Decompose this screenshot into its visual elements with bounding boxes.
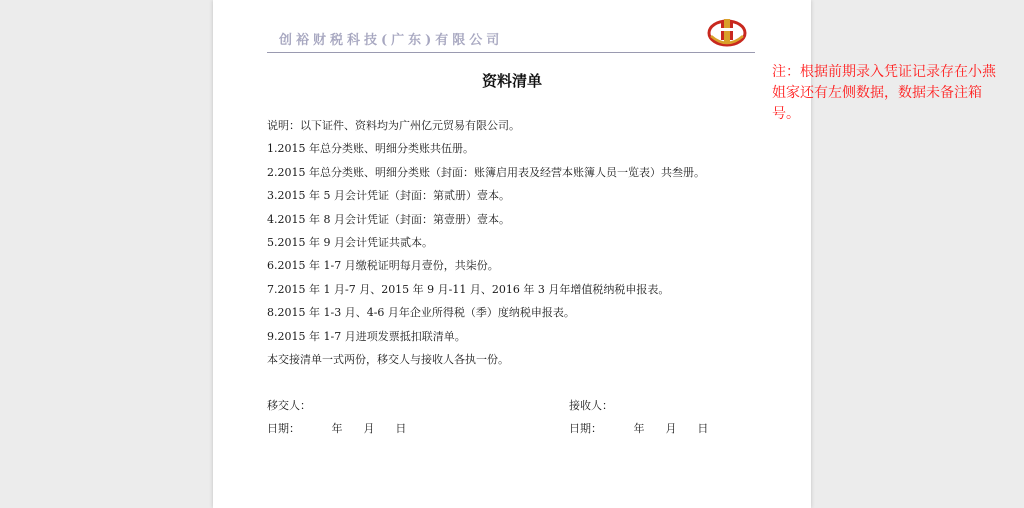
- letterhead: [267, 14, 755, 53]
- transferor-date: 日期： 年 月 日: [267, 422, 407, 435]
- document-line-7: 7.2015 年 1 月-7 月、2015 年 9 月-11 月、2016 年 3 月年增值税纳税申报表。: [267, 282, 670, 296]
- document-page: [213, 0, 811, 508]
- document-line-1: 1.2015 年总分类账、明细分类账共伍册。: [267, 142, 474, 156]
- transferor-label: 移交人：: [267, 399, 311, 412]
- document-line-9: 9.2015 年 1-7 月进项发票抵扣联清单。: [267, 329, 466, 343]
- document-line-3: 3.2015 年 5 月会计凭证（封面：第贰册）壹本。: [267, 189, 510, 203]
- company-logo-icon: [705, 16, 749, 48]
- document-title: 资料清单: [481, 72, 542, 90]
- receiver-date: 日期： 年 月 日: [569, 422, 709, 435]
- document-line-intro: 说明：以下证件、资料均为广州亿元贸易有限公司。: [267, 119, 520, 132]
- company-name: 创裕财税科技(广东)有限公司: [279, 33, 504, 48]
- document-line-5: 5.2015 年 9 月会计凭证共贰本。: [267, 235, 433, 249]
- receiver-label: 接收人：: [569, 399, 613, 412]
- document-body: [267, 117, 767, 374]
- document-line-4: 4.2015 年 8 月会计凭证（封面：第壹册）壹本。: [267, 212, 510, 226]
- document-line-2: 2.2015 年总分类账、明细分类账（封面：账簿启用表及经营本账簿人员一览表）共叁册。: [267, 165, 705, 179]
- document-line-8: 8.2015 年 1-3 月、4-6 月年企业所得税（季）度纳税申报表。: [267, 306, 575, 320]
- document-line-6: 6.2015 年 1-7 月缴税证明每月壹份，共柒份。: [267, 259, 499, 273]
- document-line-closing: 本交接清单一式两份，移交人与接收人各执一份。: [267, 352, 509, 366]
- annotation-note: 注：根据前期录入凭证记录存在小燕姐家还有左侧数据，数据未备注箱号。: [772, 64, 996, 122]
